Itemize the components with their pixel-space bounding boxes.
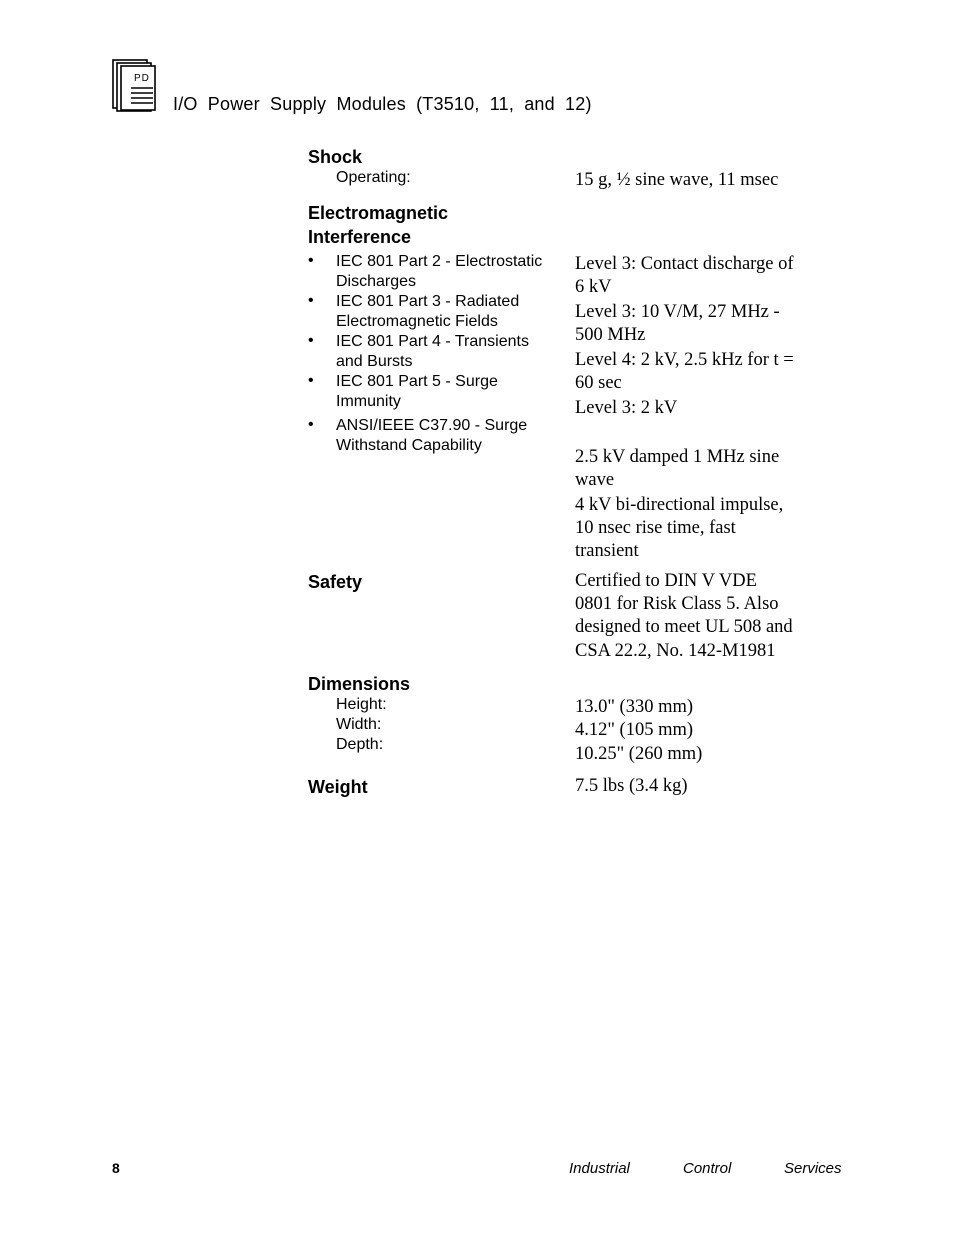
emi-value-line: transient (575, 541, 639, 561)
footer-word-industrial: Industrial (569, 1160, 630, 1177)
bullet-icon: • (308, 416, 314, 433)
pd-document-logo (111, 58, 157, 112)
safety-value-line: Certified to DIN V VDE (575, 571, 757, 591)
emi-item-line2: Discharges (336, 273, 417, 290)
emi-value-line: Level 3: Contact discharge of (575, 254, 794, 274)
footer-word-services: Services (784, 1160, 842, 1177)
dimensions-height-value: 13.0" (330 mm) (575, 697, 694, 717)
emi-value-line: Level 3: 10 V/M, 27 MHz - (575, 302, 780, 322)
emi-item-line1: IEC 801 Part 4 - Transients (336, 333, 529, 350)
emi-item-line1: IEC 801 Part 5 - Surge (336, 373, 498, 390)
emi-value-line: 4 kV bi-directional impulse, (575, 495, 784, 515)
emi-value-line: Level 3: 2 kV (575, 398, 678, 418)
dimensions-width-label: Width: (336, 716, 382, 733)
emi-heading-line1: Electromagnetic (308, 203, 449, 223)
dimensions-height-label: Height: (336, 696, 387, 713)
emi-item-line1: ANSI/IEEE C37.90 - Surge (336, 417, 528, 434)
weight-heading: Weight (308, 777, 368, 797)
emi-item-line2: Withstand Capability (336, 437, 482, 454)
emi-value-line: 10 nsec rise time, fast (575, 518, 736, 538)
emi-item-line2: Immunity (336, 393, 401, 410)
emi-value-line: 500 MHz (575, 325, 646, 345)
bullet-icon: • (308, 332, 314, 349)
dimensions-heading: Dimensions (308, 674, 411, 694)
emi-value-line: Level 4: 2 kV, 2.5 kHz for t = (575, 350, 794, 370)
bullet-icon: • (308, 372, 314, 389)
shock-operating-label: Operating: (336, 169, 411, 186)
footer-word-control: Control (683, 1160, 732, 1177)
bullet-icon: • (308, 292, 314, 309)
safety-value-line: CSA 22.2, No. 142-M1981 (575, 641, 776, 661)
weight-value: 7.5 lbs (3.4 kg) (575, 776, 688, 796)
emi-value-line: 60 sec (575, 373, 622, 393)
page-header-title: I/O Power Supply Modules (T3510, 11, and 12) (173, 94, 592, 114)
shock-operating-value: 15 g, ½ sine wave, 11 msec (575, 170, 779, 190)
emi-item-line2: and Bursts (336, 353, 413, 370)
emi-item-line1: IEC 801 Part 2 - Electrostatic (336, 253, 543, 270)
page-number: 8 (112, 1160, 120, 1176)
logo-text: PD (134, 73, 150, 84)
dimensions-width-value: 4.12" (105 mm) (575, 720, 694, 740)
emi-value-line: 2.5 kV damped 1 MHz sine (575, 447, 780, 467)
shock-heading: Shock (308, 147, 363, 167)
emi-heading-line2: Interference (308, 227, 412, 247)
bullet-icon: • (308, 252, 314, 269)
safety-value-line: 0801 for Risk Class 5. Also (575, 594, 779, 614)
dimensions-depth-value: 10.25" (260 mm) (575, 744, 703, 764)
emi-item-line1: IEC 801 Part 3 - Radiated (336, 293, 520, 310)
emi-value-line: wave (575, 470, 615, 490)
safety-value-line: designed to meet UL 508 and (575, 617, 793, 637)
emi-item-line2: Electromagnetic Fields (336, 313, 498, 330)
safety-heading: Safety (308, 572, 363, 592)
dimensions-depth-label: Depth: (336, 736, 384, 753)
emi-value-line: 6 kV (575, 277, 612, 297)
